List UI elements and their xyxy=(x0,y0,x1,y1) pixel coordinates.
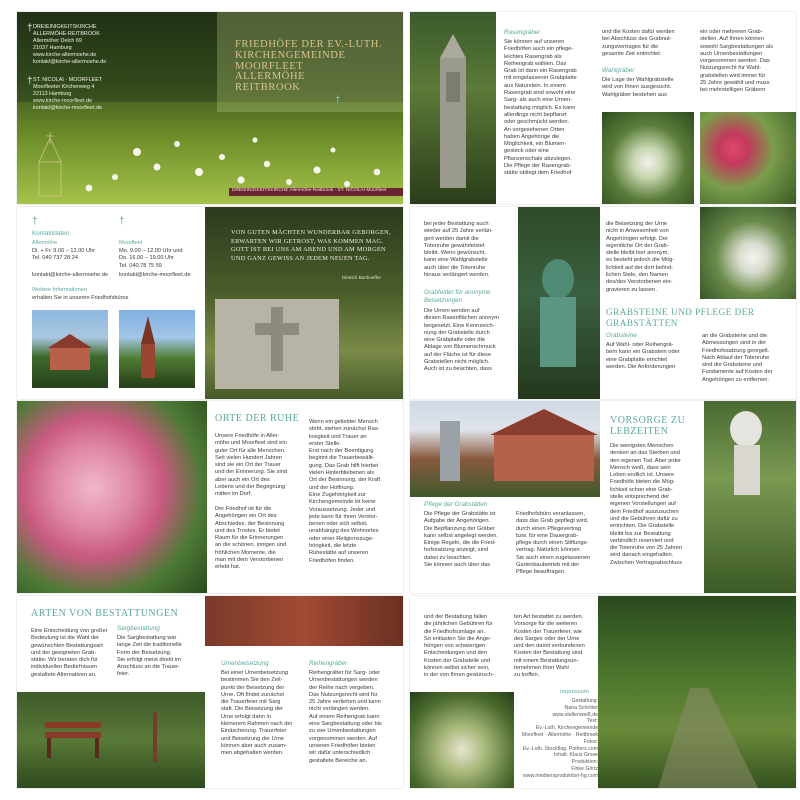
photo-rhododendron xyxy=(17,401,207,593)
spread-bestattungsarten xyxy=(17,596,403,788)
grabsteine-subheading: Grabsteine xyxy=(606,332,637,339)
photo-bronze-statue xyxy=(518,207,600,399)
photo-bench xyxy=(17,692,205,788)
grabpflege-text-cont: Friedhofsbüro veranlassen, dass das Grab gepflegt wird, durch einen Pflegevertrag bzw. für eine Dauergrab- pflege durch einen Stiftungs- vertrag. Natürlich können Sie auch einen zugelassenen Gartenbaubetrieb mit der Pflege beauftragen. xyxy=(516,511,591,576)
wahlgraeber-text: Die Lage der Wahlgrabstelle wird von Ihnen ausgesucht. Wahlgräber bestehen aus xyxy=(602,77,674,98)
grabsteine-text: Auf Wahl- oder Reihengrä- bern kann ein Grabstein oder eine Grabplatte errichtet werden. Die Anforderungen xyxy=(606,342,680,370)
bonhoeffer-quote-source: Dietrich Bonhoeffer xyxy=(341,275,381,280)
cover-contact-moorfleet: ST. NICOLAI · MOORFLEET Moorfleeter Kirchenweg 4 22113 Hamburg www.kirche-moorfleet.de kontakt@kirche-moorfleet.de xyxy=(33,77,103,111)
more-info-text: erhalten Sie in unseren Friedhofsbüros xyxy=(32,295,129,301)
more-info-label: Weitere Informationen xyxy=(32,287,87,293)
urnenbeisetzung-text: Bei einer Urnenbeisetzung bestimmen Sie den Zeit- punkt der Beisetzung der Urne. Oft findet zunächst die Trauerfeier mit Sarg statt. Die Beisetzung der Urne erfolgt dann in kleinerem Rahmen nach der Einäscherung. Trauerfeier und Beisetzung der Urne können aber auch zusam- men abgehalten werden. xyxy=(221,670,293,757)
moorfleet-label: Moorfleet xyxy=(119,240,143,246)
spread-kontaktdaten xyxy=(17,207,403,399)
cover-cross-icon-2: † xyxy=(27,76,33,87)
bestattungsarten-intro: Eine Entscheidung von großer Bedeutung ist die Wahl der gewünschten Bestattungsart und der geeigneten Grab- stätte: Wir beraten dich für individuellen Bedürfnissen gestaltete Alternativen an. xyxy=(31,628,108,678)
vorsorge-heading: VORSORGE ZU LEBZEITEN xyxy=(610,415,686,437)
photo-church-building xyxy=(410,401,600,497)
photo-gravestone xyxy=(410,12,496,204)
grabpflege-heading: Pflege der Grabstätten xyxy=(424,501,488,508)
reihengraeber-heading: Reihengräber xyxy=(309,660,348,667)
wahlgraeber-heading: Wahlgräber xyxy=(602,67,635,74)
photo-church-allermoehe xyxy=(32,310,108,388)
moorfleet-hours: Mo. 9.00 – 12.00 Uhr und Do. 16.00 – 19.00 Uhr Tel. 040.78 75 59 xyxy=(119,248,183,269)
imprint-heading: Impressum xyxy=(560,689,589,695)
cover-bottom-bar: DREIEINIGKEITSKIRCHE Allermöhe-Reitbrook · ST. NICOLAI Moorfleet xyxy=(229,188,403,196)
contact-heading: Kontaktdaten xyxy=(32,230,70,237)
contact-cross-icon-2: † xyxy=(119,216,125,227)
photo-church-moorfleet xyxy=(119,310,195,388)
orte-der-ruhe-text: Unsere Friedhöfe in Aller- möhe und Moorfleet sind ein guter Ort für alle Menschen. Seit vielen Hundert Jahren sind sie ein Ort der Trauer und der Erinnerung. Sie sind aber auch ein Ort des Lebens und der Begegnung mitten im Dorf. Der Friedhof ist für die Angehörigen ein Ort des Abschiedes, der Besinnung und des Trostes. Er bietet Raum für die Erinnerungen an die schönen, innigen und fröhlichen Momente, die man mit dem Verstorbenen erlebt hat. xyxy=(215,433,288,571)
rasengraeber-text-cont: und die Kosten dafür werden bei Abschluss des Grabnut- zungsvertrages für die gesamte Zeit entrichtet. xyxy=(602,29,675,57)
photo-brick-facade xyxy=(205,596,403,646)
photo-tree-path xyxy=(598,596,796,788)
spread-grabsteine xyxy=(410,207,796,399)
anonyme-beisetzung-heading: Grabfelder für anonyme Beisetzungen xyxy=(424,289,491,304)
cover-title: FRIEDHÖFE DER EV.-LUTH. KIRCHENGEMEINDE MOORFLEET ALLERMÖHE REITBROOK xyxy=(235,39,383,94)
sargbestattung-heading: Sargbestattung xyxy=(117,625,160,632)
anonyme-beisetzung-text: Die Urnen werden auf diesen Rasenflächen anonym beigesetzt. Eine Kennzeich- nung der Grabstelle durch eine Grabplatte oder die Ablage von Blumenschmuck auf der Fläche ist für diese Grabstellen nicht möglich. Auch ist zu beachten, dass xyxy=(424,308,499,373)
photo-angel-statue xyxy=(704,401,796,593)
rasengraeber-heading: Rasengräber xyxy=(504,29,541,36)
bonhoeffer-quote: VON GUTEN MÄCHTEN WUNDERBAR GEBORGEN, ERWARTEN WIR GETROST, WAS KOMMEN MAG. GOTT IST BEI UNS AM ABEND UND AM MORGEN UND GANZ GEWISS AN JEDEM NEUEN TAG. xyxy=(231,229,391,262)
grabsteine-text-cont: an die Grabsteine und die Abmessungen sind in der Friedhofssatzung geregelt. Nach Ablauf der Totenruhe sind die Grabsteine und Fundamente auf Kosten der Angehörigen zu entfernen. xyxy=(702,333,773,383)
allermoehe-hours: Di. + Fr. 9.00 – 12.00 Uhr Tel. 040 737 28 24 xyxy=(32,248,95,262)
reihengraeber-text: Reihengräber für Sarg- oder Urnenbestattungen werden der Reihe nach vergeben. Das Nutzungsrecht wird für 25 Jahre verliehen und kann nicht verlängert werden. Auf einem Reihengrab kann eine Sargbestattung oder bis zu vier Urnenbestattungen vorgenommen werden. Auf unseren Friedhöfen bieten wir dafür unterschiedlich gestaltete Bereiche an. xyxy=(309,670,382,764)
allermoehe-label: Allermöhe xyxy=(32,240,58,246)
spread-rasengraeber xyxy=(410,12,796,204)
spread-cover xyxy=(17,12,403,204)
photo-pink-roses xyxy=(700,112,796,204)
rasengraeber-text: Sie können auf unseren Friedhöfen auch ein pflege- leichtes Rasengrab als Reihengrab wählen. Das Grab ist dann ein Rasengrab mit eingelassener Grabplatte aus Naturstein. In einem Rasengrab sind sowohl eine Sarg- als auch eine Urnen- bestattung möglich. Es kann allerdings nicht bepflanzt oder geschmückt werden. An vorgesehenen Orten haben Angehörige die Möglichkeit, ein Blumen- gesteck oder eine Pflanzenschale abzulegen. Die Pflege der Rasengrab- stätte obliegt dem Friedhof xyxy=(504,39,577,177)
email-allermoehe[interactable]: kontakt@kirche-allermoehe.de xyxy=(32,272,108,278)
imprint-text: Gestaltung: Nana Schröter www.stellenweiß.de Text: Ev.-Luth. Kirchengemeinde Moorfleet · Allermöhe · Reitbrook Fotos: Ev.-Luth. Stockflag. Pothers.com Inhalt: Klaus Grose Produktion: Finke Görtz www.mediensproduktion-hg.com xyxy=(521,698,598,779)
cover-cross-icon-1: † xyxy=(27,23,33,34)
spread-vorsorge xyxy=(410,401,796,593)
cover-cross-icon-3: † xyxy=(335,95,341,106)
email-moorfleet[interactable]: kontakt@kirche-moorfleet.de xyxy=(119,272,191,278)
urnenbeisetzung-heading: Urnenbeisetzung xyxy=(221,660,269,667)
grabpflege-text: Die Pflege der Grabstätte ist Aufgabe der Angehörigen. Die Bepflanzung der Gräber kann selbst angelegt werden. Einige Regeln, die die Fried- hofssatzung anzeigt, sind dabei zu beachten. Sie können auch über das xyxy=(424,511,498,569)
vorsorge-text-cont-1: und der Bestattung fallen die jährlichen Gebühren für die Friedhofsumlage an. So entlasten Sie die Ange- hörigen von schwierigen Entscheidungen und den Kosten der Grabstelle und können selbst sicher sein, in der von Ihnen gewünsch- xyxy=(424,614,494,679)
photo-garden-flowers xyxy=(410,692,514,788)
wahlgrab-verlaengerung-text: bei jeder Bestattung auch wieder auf 25 Jahre verlän- gert werden damit die Totenruhe gewährleistet bleibt. Wenn gewünscht, kann eine Wahlgrabstelle auch über die Totenruhe hinaus verlängert werden. xyxy=(424,221,493,279)
spread-impressum xyxy=(410,596,796,788)
orte-der-ruhe-text-cont: Wenn ein geliebter Mensch stirbt, stehen zunächst Ras- losigkeit und Trauer an erster Stelle. Erst nach der Beerdigung beginnt die Trauerbewälti- gung. Das Grab hilft hierbei vielen Hinterbliebenen als Ort der Besinnung, der Kraft und der Hoffnung. Eine Zugehörigkeit zur Kirchengemeinde ist keine Voraussetzung. Jeder und jede kann für ihren Verstor- benen oder sich selbst, unabhängig des Wohnortes oder einer Religionszuge- hörigkeit, die letzte Ruhestätte auf unseren Friedhöfen finden. xyxy=(309,419,381,564)
bestattungsarten-heading: ARTEN VON BESTATTUNGEN xyxy=(31,608,179,619)
cover-contact-allermoehe: DREIEINIGKEITSKIRCHE ALLERMÖHE-REITBROOK Allermöher Deich 69 21037 Hamburg www.kirche-allermoehe.de kontakt@kirche-allermoehe.de xyxy=(33,24,107,65)
wahlgraeber-text-cont: ein oder mehreren Grab- stellen. Auf Ihnen können sowohl Sargbestattungen als auch Urnenbestattungen vorgenommen werden. Das Nutzungsrecht für Wahl- grabstellen wird immer für 25 Jahre gewählt und muss bei mehrstelligen Gräbern xyxy=(700,29,774,94)
photo-tulips xyxy=(700,207,796,299)
orte-der-ruhe-heading: ORTE DER RUHE xyxy=(215,413,300,424)
photo-white-flowers xyxy=(602,112,694,204)
vorsorge-text: Die wenigsten Menschen denken an das Sterben und den eigenen Tod. Aber jeder Mensch weiß, dass sein Leben endlich ist. Unsere Friedhöfe bieten die Mög- lichkeit schon eine Grab- stelle entsprechend der eigenen Vorstellungen auf dem Friedhof auszusuchen und die Gebühren dafür zu entrichten. Die Grabstelle bleibt bis zur Bestattung verbindlich reserviert und die Totenruhe von 25 Jahren wird danach eingehalten. Zwischen Vertragsabschluss xyxy=(610,443,683,566)
anonyme-beisetzung-text-cont: die Beisetzung der Urne nicht in Anwesenheit von Angehörigen erfolgt. Der eigentliche Ort der Grab- stelle bleibt hier anonym, es besteht jedoch die Mög- lichkeit auf der dort befind- lichen Stele, den Namen des/des Verstorbenen ein- gravieren zu lassen. xyxy=(606,221,675,293)
vorsorge-text-cont-2: ten Art bestattet zu werden. Vorsorge für die weiteren Kosten der Trauerfeier, wie des Sarges oder der Urne und den damit verbundenen Kosten der Bestattung sind mit einem Bestattungsun- ternehmen Ihrer Wahl zu treffen. xyxy=(514,614,585,679)
sargbestattung-text: Die Sargbestattung war lange Zeit die traditionelle Form der Beisetzung. Sie erfolgt meist direkt im Anschluss an die Trauer- feier. xyxy=(117,635,182,678)
spread-orte-der-ruhe xyxy=(17,401,403,593)
grabsteine-pflege-heading: GRABSTEINE UND PFLEGE DER GRABSTÄTTEN xyxy=(606,307,755,328)
contact-cross-icon-1: † xyxy=(32,216,38,227)
